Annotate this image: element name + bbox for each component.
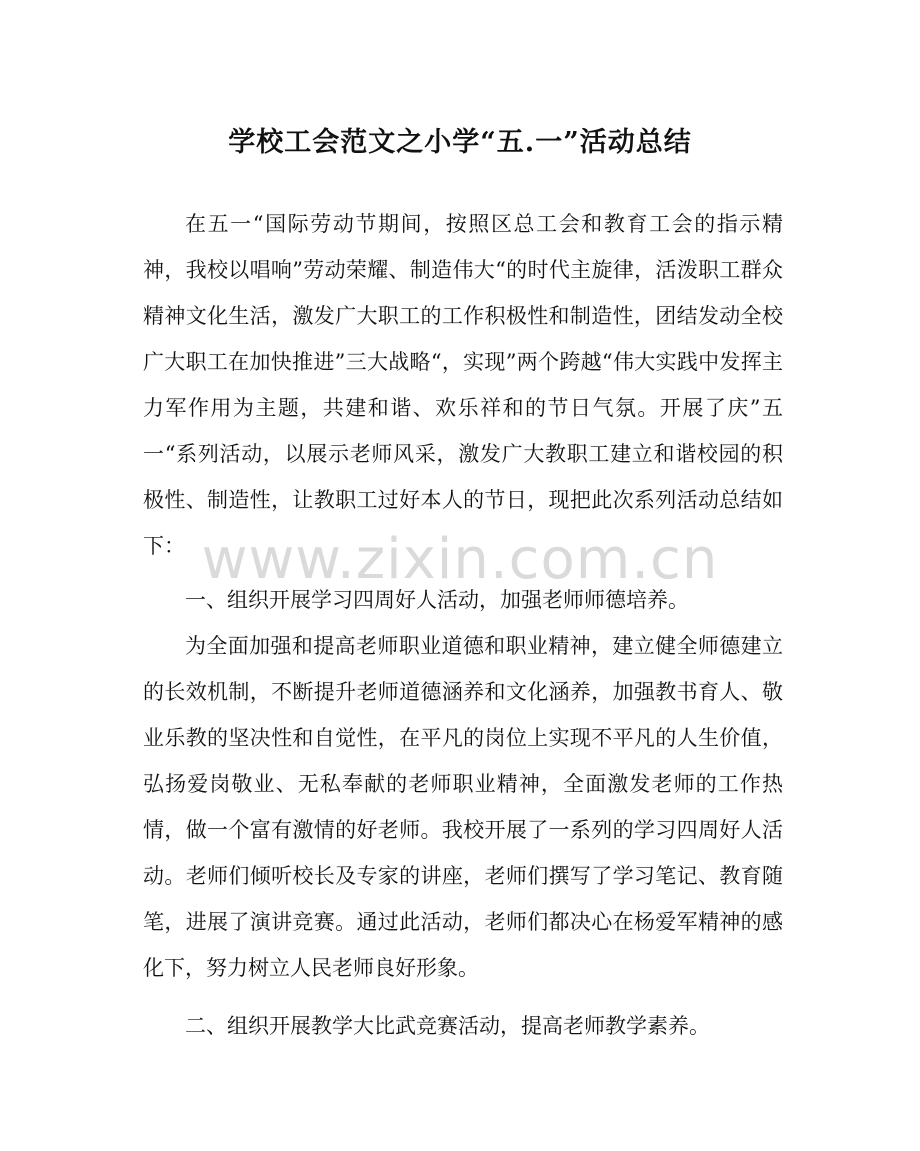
section-heading-2: 二、组织开展教学大比武竞赛活动，提高老师教学素养。: [185, 1014, 710, 1038]
document-title: 学校工会范文之小学“五.一”活动总结: [228, 127, 692, 158]
intro-paragraph: 在五一“国际劳动节期间，按照区总工会和教育工会的指示精神，我校以唱响”劳动荣耀、制造伟大“的时代主旋律，活泼职工群众精神文化生活，激发广大职工的工作积极性和制造性，团结发动全校广大职工在加快推进”三大战略“，实现”两个跨越“伟大实践中发挥主力军作用为主题，共建和谐、欢乐祥和的节日气氛。开展了庆”五一“系列活动，以展示老师风采，激发广大教职工建立和谐校园的积极性、制造性，让教职工过好本人的节日，现把此次系列活动总结如下：: [143, 212, 783, 558]
watermark: www.zixin.com.cn: [201, 527, 719, 592]
section-1-paragraph: 为全面加强和提高老师职业道德和职业精神，建立健全师德建立的长效机制，不断提升老师道德涵养和文化涵养，加强教书育人、敬业乐教的坚决性和自觉性，在平凡的岗位上实现不平凡的人生价值，弘扬爱岗敬业、无私奉献的老师职业精神，全面激发老师的工作热情，做一个富有激情的好老师。我校开展了一系列的学习四周好人活动。老师们倾听校长及专家的讲座，老师们撰写了学习笔记、教育随笔，进展了演讲竞赛。通过此活动，老师们都决心在杨爱军精神的感化下，努力树立人民老师良好形象。: [143, 634, 783, 980]
section-heading-1: 一、组织开展学习四周好人活动，加强老师师德培养。: [185, 588, 689, 612]
